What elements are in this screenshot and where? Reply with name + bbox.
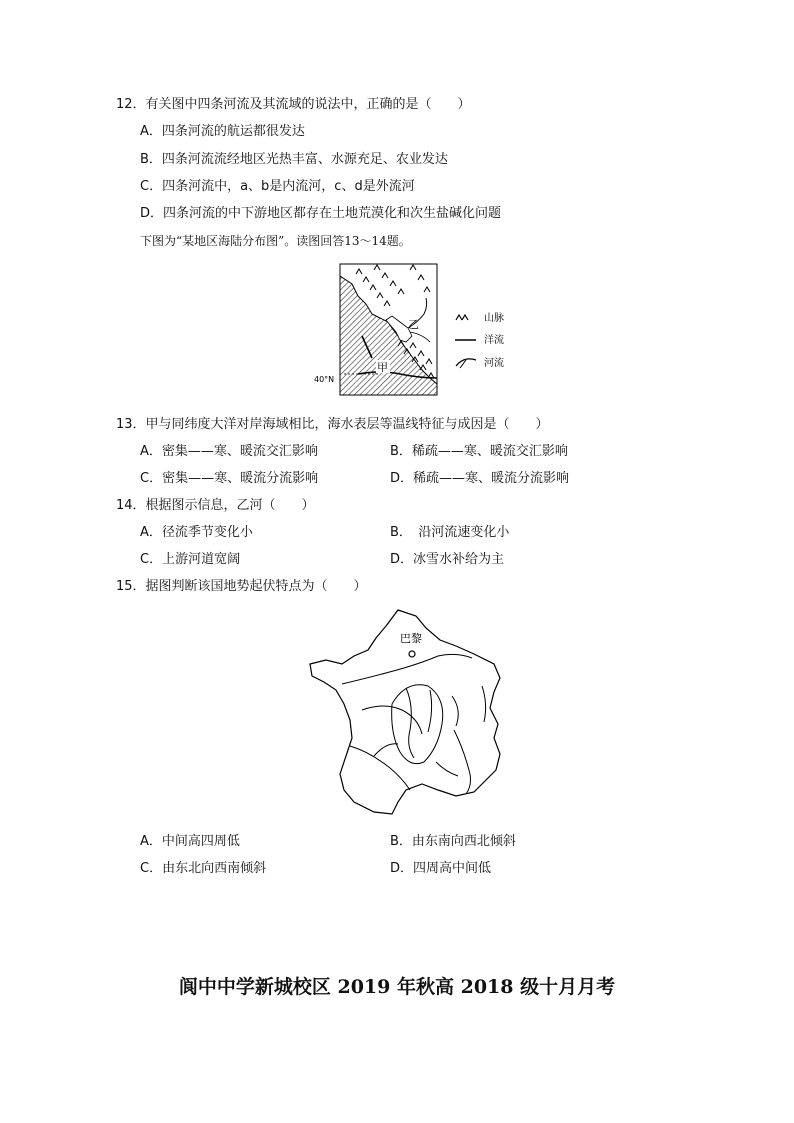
q15-option-a: A．中间高四周低	[140, 834, 240, 849]
legend-current: 洋流	[484, 335, 504, 346]
q14-option-b: B． 沿河流速变化小	[390, 525, 510, 540]
label-yi: 乙	[408, 318, 419, 331]
q14-option-c: C．上游河道宽阔	[140, 552, 241, 567]
q13-option-a: A．密集——寒、暖流交汇影响	[140, 444, 318, 459]
q15-option-c: C．由东北向西南倾斜	[140, 861, 267, 876]
page-footer-title: 阆中中学新城校区 2019 年秋高 2018 级十月月考	[178, 976, 616, 998]
sea-land-map	[300, 262, 520, 398]
label-jia: 甲	[377, 361, 388, 374]
france-map	[306, 606, 510, 820]
paris-label: 巴黎	[400, 632, 422, 645]
river-legend-icon	[456, 359, 476, 366]
q13-stem: 13．甲与同纬度大洋对岸海域相比，海水表层等温线特征与成因是（ ）	[116, 417, 549, 432]
q12-option-c: C．四条河流中，a、b是内流河，c、d是外流河	[140, 179, 415, 194]
q13-option-b: B．稀疏——寒、暖流交汇影响	[390, 444, 568, 459]
q12-option-d: D．四条河流的中下游地区都存在土地荒漠化和次生盐碱化问题	[140, 206, 502, 221]
q12-option-a: A．四条河流的航运都很发达	[140, 124, 305, 139]
q15-option-d: D．四周高中间低	[390, 861, 492, 876]
legend-river: 河流	[484, 358, 504, 369]
latitude-label: 40°N	[314, 375, 335, 384]
q15-stem: 15．据图判断该国地势起伏特点为（ ）	[116, 579, 367, 594]
q14-option-d: D．冰雪水补给为主	[390, 552, 505, 567]
q12-option-b: B．四条河流流经地区光热丰富、水源充足、农业发达	[140, 152, 448, 167]
legend-mountain: 山脉	[484, 313, 504, 324]
q14-stem: 14．根据图示信息，乙河（ ）	[116, 498, 315, 513]
q13-option-d: D．稀疏——寒、暖流分流影响	[390, 471, 570, 486]
mountain-legend-icon	[456, 315, 468, 320]
q14-option-a: A．径流季节变化小	[140, 525, 253, 540]
paris-marker	[409, 651, 415, 657]
q13-option-c: C．密集——寒、暖流分流影响	[140, 471, 319, 486]
q12-stem: 12．有关图中四条河流及其流域的说法中，正确的是（ ）	[116, 97, 471, 112]
q15-option-b: B．由东南向西北倾斜	[390, 834, 516, 849]
map-legend	[455, 311, 504, 369]
figure-intro: 下图为“某地区海陆分布图”。读图回答13～14题。	[140, 234, 411, 248]
